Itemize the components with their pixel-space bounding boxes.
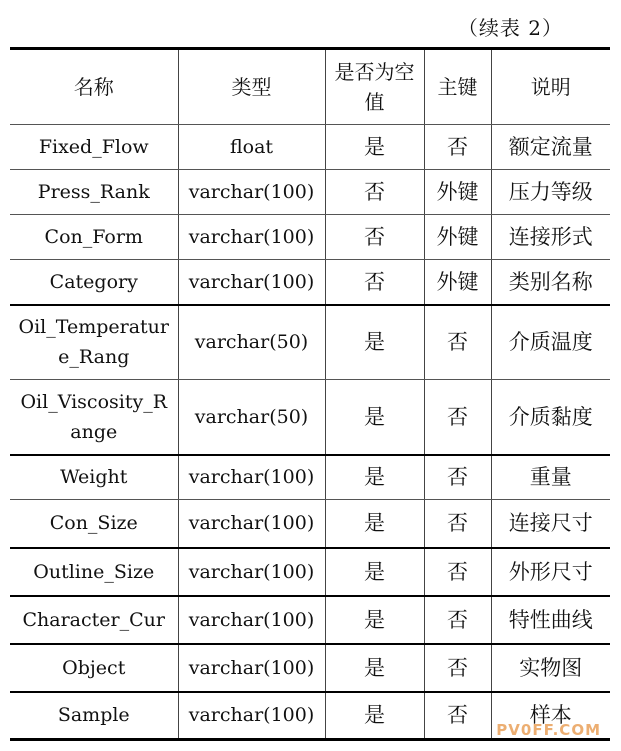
description-cell: 连接形式 [491, 215, 610, 260]
nullable-cell: 是 [325, 548, 424, 596]
description-cell: 外形尺寸 [491, 548, 610, 596]
table-row [10, 305, 610, 380]
description-cell: 压力等级 [491, 170, 610, 215]
description-cell: 样本 [491, 692, 610, 740]
field-name-cell: Oil_Temperature_Rang [10, 305, 178, 380]
header-row [10, 49, 610, 125]
table-row [10, 644, 610, 692]
field-type-cell: varchar(50) [178, 305, 325, 380]
description-cell: 特性曲线 [491, 596, 610, 644]
key-cell: 否 [424, 305, 491, 380]
table-row [10, 170, 610, 215]
nullable-cell: 否 [325, 170, 424, 215]
key-cell: 外键 [424, 170, 491, 215]
key-cell: 否 [424, 548, 491, 596]
nullable-cell: 是 [325, 380, 424, 455]
field-type-cell: varchar(100) [178, 644, 325, 692]
key-cell: 否 [424, 692, 491, 740]
field-type-cell: varchar(100) [178, 260, 325, 305]
field-name-cell: Con_Form [10, 215, 178, 260]
field-type-cell: varchar(100) [178, 596, 325, 644]
header-nullable-text: 是否为空值 [334, 60, 415, 114]
key-cell: 否 [424, 596, 491, 644]
header-type: 类型 [178, 49, 325, 125]
field-name-cell: Weight [10, 455, 178, 500]
description-cell: 额定流量 [491, 125, 610, 170]
field-type-cell: varchar(50) [178, 380, 325, 455]
field-name-cell: Press_Rank [10, 170, 178, 215]
nullable-cell: 是 [325, 500, 424, 548]
description-cell: 连接尺寸 [491, 500, 610, 548]
nullable-cell: 是 [325, 596, 424, 644]
header-name: 名称 [10, 49, 178, 125]
field-name-cell: Outline_Size [10, 548, 178, 596]
table-row [10, 455, 610, 500]
header-desc: 说明 [491, 49, 610, 125]
table-row [10, 215, 610, 260]
table-row [10, 596, 610, 644]
nullable-cell: 是 [325, 644, 424, 692]
key-cell: 否 [424, 125, 491, 170]
nullable-cell: 否 [325, 260, 424, 305]
key-cell: 否 [424, 380, 491, 455]
table-row [10, 380, 610, 455]
description-cell: 介质温度 [491, 305, 610, 380]
nullable-cell: 是 [325, 125, 424, 170]
table-row [10, 500, 610, 548]
description-cell: 类别名称 [491, 260, 610, 305]
description-cell: 重量 [491, 455, 610, 500]
field-type-cell: float [178, 125, 325, 170]
field-name-cell: Sample [10, 692, 178, 740]
key-cell: 外键 [424, 215, 491, 260]
description-cell: 实物图 [491, 644, 610, 692]
watermark: PV0FF.COM [496, 721, 601, 739]
table-row [10, 125, 610, 170]
nullable-cell: 是 [325, 455, 424, 500]
field-name-cell: Character_Cur [10, 596, 178, 644]
field-type-cell: varchar(100) [178, 692, 325, 740]
field-type-cell: varchar(100) [178, 215, 325, 260]
field-type-cell: varchar(100) [178, 170, 325, 215]
field-name-cell: Fixed_Flow [10, 125, 178, 170]
key-cell: 否 [424, 455, 491, 500]
field-type-cell: varchar(100) [178, 500, 325, 548]
table-row [10, 260, 610, 305]
nullable-cell: 是 [325, 305, 424, 380]
field-type-cell: varchar(100) [178, 548, 325, 596]
field-name-cell: Category [10, 260, 178, 305]
field-name-cell: Oil_Viscosity_Range [10, 380, 178, 455]
table-row [10, 548, 610, 596]
header-key: 主键 [424, 49, 491, 125]
key-cell: 否 [424, 500, 491, 548]
header-nullable [325, 49, 424, 125]
field-spec-table [10, 47, 610, 741]
nullable-cell: 是 [325, 692, 424, 740]
key-cell: 外键 [424, 260, 491, 305]
field-name-cell: Con_Size [10, 500, 178, 548]
table-caption: （续表 2） [457, 16, 563, 40]
field-name-cell: Object [10, 644, 178, 692]
description-cell: 介质黏度 [491, 380, 610, 455]
key-cell: 否 [424, 644, 491, 692]
nullable-cell: 否 [325, 215, 424, 260]
field-type-cell: varchar(100) [178, 455, 325, 500]
